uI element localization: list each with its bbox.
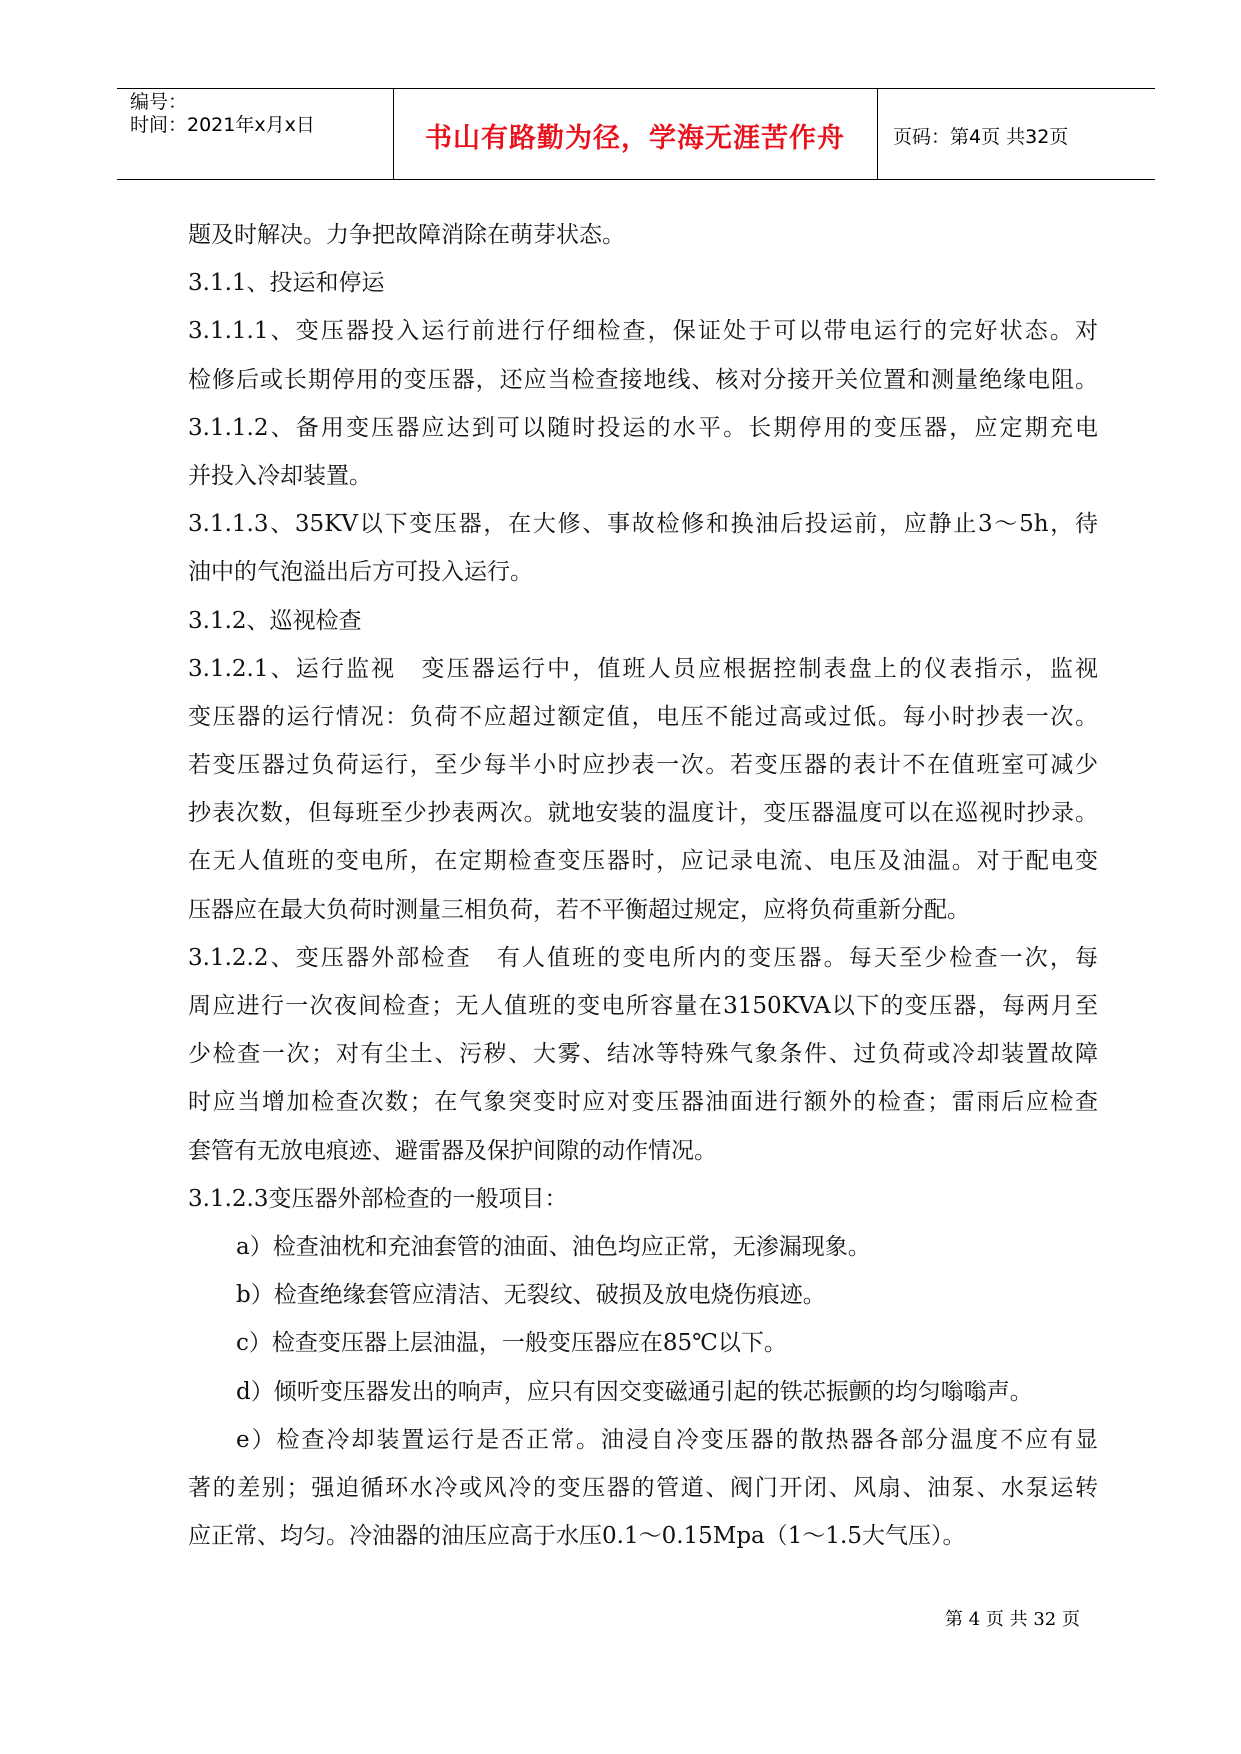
footer-page-number: 第 4 页 共 32 页: [945, 1609, 1080, 1630]
body-line: 题及时解决。力争把故障消除在萌芽状态。: [188, 222, 625, 248]
list-item: a）检查油枕和充油套管的油面、油色均应正常，无渗漏现象。: [236, 1233, 871, 1260]
body-line: 3.1.2.1、运行监视 变压器运行中，值班人员应根据控制表盘上的仪表指示，监视: [188, 655, 1098, 682]
body-line: 油中的气泡溢出后方可投入运行。: [188, 559, 533, 586]
body-line: 3.1.2.2、变压器外部检查 有人值班的变电所内的变压器。每天至少检查一次，每: [188, 944, 1098, 971]
body-line: 若变压器过负荷运行，至少每半小时应抄表一次。若变压器的表计不在值班室可减少: [188, 752, 1098, 779]
body-line: 检修后或长期停用的变压器，还应当检查接地线、核对分接开关位置和测量绝缘电阻。: [188, 366, 1098, 393]
header-divider: [877, 89, 878, 179]
list-item: e）检查冷却装置运行是否正常。油浸自冷变压器的散热器各部分温度不应有显: [236, 1426, 1098, 1453]
body-line: 应正常、均匀。冷油器的油压应高于水压0.1～0.15Mpa（1～1.5大气压）。: [188, 1523, 966, 1550]
body-line: 著的差别；强迫循环水冷或风冷的变压器的管道、阀门开闭、风扇、油泵、水泵运转: [188, 1474, 1098, 1501]
body-line: 套管有无放电痕迹、避雷器及保护间隙的动作情况。: [188, 1137, 717, 1164]
body-line: 在无人值班的变电所，在定期检查变压器时，应记录电流、电压及油温。对于配电变: [188, 848, 1098, 875]
doc-time: 时间：2021年x月x日: [130, 114, 315, 136]
body-line: 时应当增加检查次数；在气象突变时应对变压器油面进行额外的检查；雷雨后应检查: [188, 1089, 1098, 1116]
list-item: c）检查变压器上层油温，一般变压器应在85℃以下。: [236, 1330, 787, 1357]
list-item: d）倾听变压器发出的响声，应只有因交变磁通引起的铁芯振颤的均匀嗡嗡声。: [236, 1378, 1033, 1405]
body-line: 压器应在最大负荷时测量三相负荷，若不平衡超过规定，应将负荷重新分配。: [188, 896, 970, 923]
body-line: 少检查一次；对有尘土、污秽、大雾、结冰等特殊气象条件、过负荷或冷却装置故障: [188, 1041, 1098, 1068]
body-line: 变压器的运行情况：负荷不应超过额定值，电压不能过高或过低。每小时抄表一次。: [188, 703, 1098, 730]
header-meta-cell: [130, 91, 315, 137]
motto-text: 书山有路勤为径，学海无涯苦作舟: [425, 122, 845, 154]
document-body: [188, 211, 1098, 1560]
page-info: 页码：第4页 共32页: [893, 125, 1069, 148]
list-item: b）检查绝缘套管应清洁、无裂纹、破损及放电烧伤痕迹。: [236, 1282, 826, 1309]
body-line: 3.1.2.3变压器外部检查的一般项目：: [188, 1185, 568, 1212]
body-line: 抄表次数，但每班至少抄表两次。就地安装的温度计，变压器温度可以在巡视时抄录。: [188, 800, 1098, 827]
section-heading: 3.1.2、巡视检查: [188, 607, 362, 634]
body-line: 周应进行一次夜间检查；无人值班的变电所容量在3150KVA以下的变压器，每两月至: [188, 993, 1098, 1019]
header-table: [117, 88, 1155, 180]
doc-number-label: 编号：: [130, 91, 188, 113]
body-line: 并投入冷却装置。: [188, 462, 372, 489]
body-line: 3.1.1.3、35KV以下变压器，在大修、事故检修和换油后投运前，应静止3～5h，待: [188, 511, 1098, 538]
body-line: 3.1.1.1、变压器投入运行前进行仔细检查，保证处于可以带电运行的完好状态。对: [188, 318, 1098, 345]
section-heading: 3.1.1、投运和停运: [188, 270, 385, 297]
body-line: 3.1.1.2、备用变压器应达到可以随时投运的水平。长期停用的变压器，应定期充电: [188, 414, 1098, 441]
